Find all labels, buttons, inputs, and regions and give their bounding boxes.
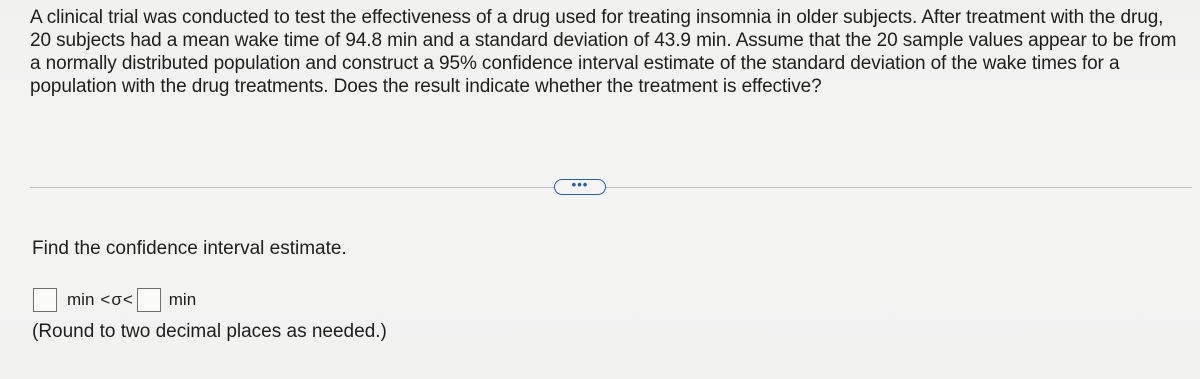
ellipsis-icon: ••• [571, 177, 589, 192]
answer-row [33, 287, 196, 313]
section-divider [30, 187, 1192, 188]
more-options-button[interactable] [554, 179, 606, 195]
lower-unit-label: min [67, 290, 95, 309]
part-prompt: Find the confidence interval estimate. [32, 238, 347, 259]
inequality-label: <σ< [100, 290, 134, 309]
question-text: A clinical trial was conducted to test the effectiveness of a drug used for treating insomnia in older subjects. After treatment with the drug, 20 subjects had a mean wake time of 94.8 min and a standard deviation of 43.9 min. Assume that the 20 sample values appear to be from a normally distributed population and construct a 95% confidence interval estimate of the standard deviation of the wake times for a population with the drug treatments. Does the result indicate whether the treatment is effective? [30, 7, 1177, 97]
rounding-note: (Round to two decimal places as needed.) [32, 321, 387, 342]
upper-bound-input[interactable] [137, 288, 161, 312]
upper-unit-label: min [168, 290, 197, 309]
lower-bound-input[interactable] [33, 288, 57, 312]
